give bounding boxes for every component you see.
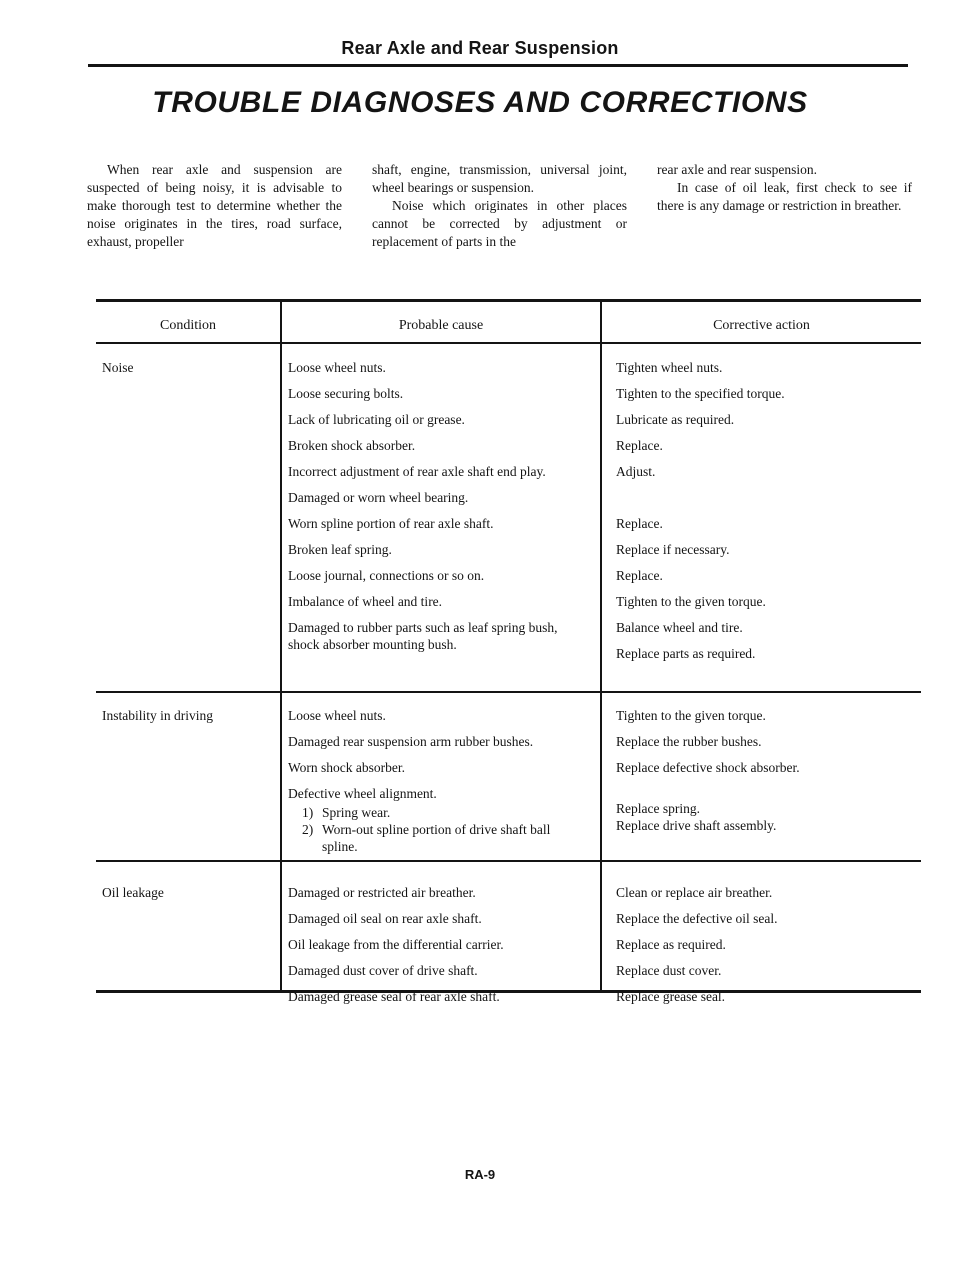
list-item: Broken leaf spring. — [288, 542, 392, 557]
list-item: Loose wheel nuts. — [288, 708, 386, 723]
list-item: Loose journal, connections or so on. — [288, 568, 485, 583]
list-item-text: Defective wheel alignment. — [288, 786, 437, 801]
condition-cell: Instability in driving — [102, 708, 213, 723]
list-item: Broken shock absorber. — [288, 438, 416, 453]
list-item: Replace the rubber bushes. — [616, 734, 762, 749]
page-number: RA-9 — [464, 1167, 496, 1182]
intro-paragraph: rear axle and rear suspension. — [657, 162, 818, 177]
list-item: Lubricate as required. — [616, 412, 735, 427]
cause-cell — [288, 359, 588, 662]
intro-column-1 — [87, 161, 342, 251]
list-item: Damaged or worn wheel bearing. — [288, 490, 469, 505]
list-item: Replace defective shock absorber. — [616, 760, 800, 775]
header-rule — [88, 64, 908, 67]
table-top-rule — [96, 299, 921, 302]
sub-item — [302, 804, 588, 821]
intro-paragraph: When rear axle and suspension are suspected of being noisy, it is advisable to make thorough test to determine whether the noise originates in the tires, road surface, exhaust, propeller — [87, 162, 342, 249]
sub-item-text: Worn-out spline portion of drive shaft ball spline. — [322, 822, 551, 854]
list-item: Worn spline portion of rear axle shaft. — [288, 516, 494, 531]
intro-text — [87, 161, 922, 251]
list-item: Replace as required. — [616, 937, 726, 952]
list-item: Replace. — [616, 568, 663, 583]
header-row-rule — [96, 342, 921, 344]
action-cell — [616, 884, 906, 1014]
column-divider — [280, 301, 282, 991]
list-spacer — [616, 489, 906, 506]
list-item: Clean or replace air breather. — [616, 885, 773, 900]
cause-cell — [288, 707, 588, 864]
list-item: Damaged to rubber parts such as leaf spring bush, shock absorber mounting bush. — [288, 620, 558, 652]
list-item: Balance wheel and tire. — [616, 620, 743, 635]
list-item: Tighten wheel nuts. — [616, 360, 723, 375]
sub-list — [288, 804, 588, 855]
sub-item — [302, 821, 588, 855]
column-divider — [600, 301, 602, 991]
condition-cell: Oil leakage — [102, 885, 164, 900]
column-header-action: Corrective action — [713, 318, 810, 333]
column-header-condition: Condition — [159, 318, 216, 333]
list-item: Replace dust cover. — [616, 963, 722, 978]
list-item: Replace. — [616, 516, 663, 531]
page-title: TROUBLE DIAGNOSES AND CORRECTIONS — [152, 86, 808, 119]
list-item: Replace parts as required. — [616, 646, 756, 661]
intro-column-3 — [657, 161, 912, 251]
intro-paragraph: In case of oil leak, first check to see if there is any damage or restriction in breather. — [657, 180, 912, 213]
sub-item-text: Spring wear. — [322, 805, 391, 820]
action-cell — [616, 359, 906, 671]
list-item: Oil leakage from the differential carrier. — [288, 937, 504, 952]
sub-item-number: 1) — [302, 805, 314, 820]
list-item: Damaged grease seal of rear axle shaft. — [288, 989, 500, 1004]
list-item: Incorrect adjustment of rear axle shaft end play. — [288, 464, 546, 479]
action-cell — [616, 707, 906, 785]
action-cell — [616, 800, 906, 834]
list-item: Replace grease seal. — [616, 989, 726, 1004]
intro-column-2 — [372, 161, 627, 251]
list-item: Tighten to the given torque. — [616, 594, 766, 609]
list-item: Adjust. — [616, 464, 656, 479]
list-item: Replace the defective oil seal. — [616, 911, 778, 926]
list-item: Replace drive shaft assembly. — [616, 818, 777, 833]
list-item: Replace if necessary. — [616, 542, 730, 557]
list-item: Damaged rear suspension arm rubber bushes. — [288, 734, 534, 749]
list-item: Worn shock absorber. — [288, 760, 406, 775]
list-item: Damaged or restricted air breather. — [288, 885, 476, 900]
list-item: Damaged dust cover of drive shaft. — [288, 963, 478, 978]
cause-cell — [288, 884, 588, 1014]
list-item: Loose wheel nuts. — [288, 360, 386, 375]
condition-cell: Noise — [102, 360, 134, 375]
list-item: Loose securing bolts. — [288, 386, 404, 401]
list-item: Replace. — [616, 438, 663, 453]
list-item: Lack of lubricating oil or grease. — [288, 412, 465, 427]
row-divider — [96, 691, 921, 693]
list-item — [288, 785, 588, 855]
intro-paragraph: Noise which originates in other places cannot be corrected by adjustment or replacement of parts in the — [372, 198, 627, 249]
sub-item-number: 2) — [302, 822, 314, 837]
running-head: Rear Axle and Rear Suspension — [341, 38, 619, 58]
intro-paragraph: shaft, engine, transmission, universal joint, wheel bearings or suspension. — [372, 162, 627, 195]
column-header-cause: Probable cause — [398, 318, 484, 333]
list-item: Damaged oil seal on rear axle shaft. — [288, 911, 482, 926]
list-item: Tighten to the given torque. — [616, 708, 766, 723]
list-item: Replace spring. — [616, 801, 700, 816]
list-item: Imbalance of wheel and tire. — [288, 594, 443, 609]
list-item: Tighten to the specified torque. — [616, 386, 785, 401]
